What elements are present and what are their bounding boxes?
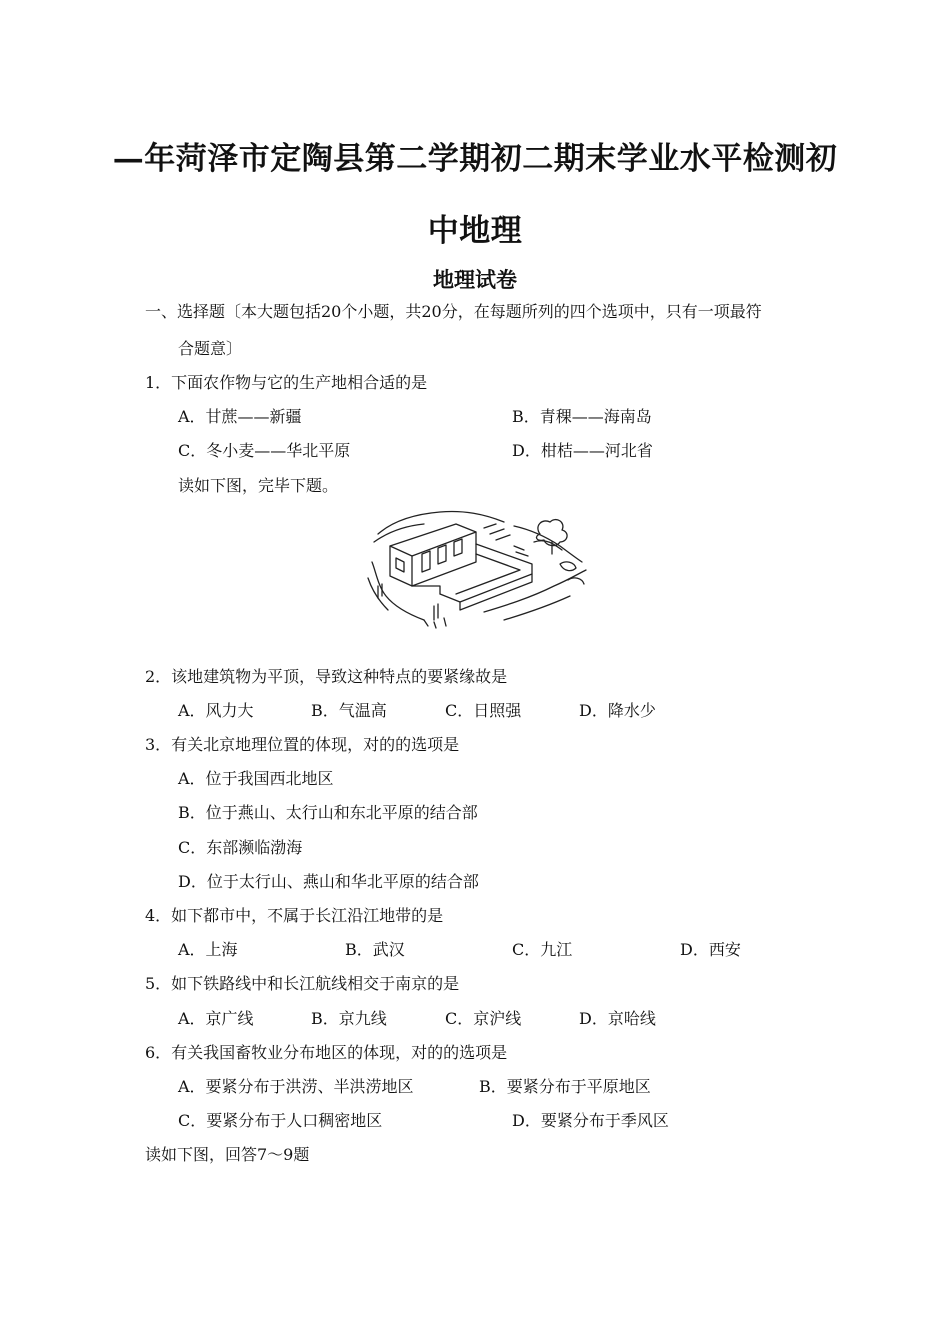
question-6-stem: 6．有关我国畜牧业分布地区的体现，对的的选项是 [145,1043,508,1062]
question-2-option-c: C．日照强 [445,701,522,720]
question-5-option-b: B．京九线 [311,1009,387,1028]
question-4-option-d: D．西安 [680,940,741,959]
question-3-stem: 3．有关北京地理位置的体现，对的的选项是 [145,735,460,754]
question-6-option-b: B．要紧分布于平原地区 [479,1077,651,1096]
question-6-option-c: C．要紧分布于人口稠密地区 [178,1111,383,1130]
question-2-stem: 2．该地建筑物为平顶，导致这种特点的要紧缘故是 [145,667,508,686]
question-1-option-d: D．柑桔——河北省 [512,441,653,460]
question-1-option-b: B．青稞——海南岛 [512,407,652,426]
question-2-option-a: A．风力大 [178,701,254,720]
section-heading: 一、选择题〔本大题包括20个小题，共20分，在每题所列的四个选项中，只有一项最符 [145,302,762,321]
question-1-option-c: C．冬小麦——华北平原 [178,441,351,460]
question-5-option-c: C．京沪线 [445,1009,522,1028]
flat-roof-building-sketch-icon [364,502,590,632]
question-6-option-a: A．要紧分布于洪涝、半洪涝地区 [178,1077,414,1096]
question-4-option-b: B．武汉 [345,940,405,959]
question-3-option-b: B．位于燕山、太行山和东北平原的结合部 [178,803,478,822]
exam-subtitle: 地理试卷 [433,267,517,292]
question-4-option-c: C．九江 [512,940,573,959]
question-1-stem: 1．下面农作物与它的生产地相合适的是 [145,373,428,392]
question-2-option-b: B．气温高 [311,701,387,720]
question-3-option-c: C．东部濒临渤海 [178,838,303,857]
question-4-option-a: A．上海 [178,940,238,959]
question-4-stem: 4．如下都市中，不属于长江沿江地带的是 [145,906,444,925]
question-2-option-d: D．降水少 [579,701,656,720]
question-1-option-a: A．甘蔗——新疆 [178,407,302,426]
question-5-option-d: D．京哈线 [579,1009,656,1028]
question-5-stem: 5．如下铁路线中和长江航线相交于南京的是 [145,974,460,993]
figure-intro: 读如下图，完毕下题。 [178,476,339,495]
question-5-option-a: A．京广线 [178,1009,254,1028]
question-3-option-a: A．位于我国西北地区 [178,769,334,788]
page-title-line-1: —年菏泽市定陶县第二学期初二期末学业水平检测初 [112,141,838,177]
question-6-option-d: D．要紧分布于季风区 [512,1111,669,1130]
section-heading-continued: 合题意〕 [178,339,243,358]
question-3-option-d: D．位于太行山、燕山和华北平原的结合部 [178,872,479,891]
figure-intro-q7-9: 读如下图，回答7～9题 [145,1145,310,1164]
page-title-line-2: 中地理 [427,213,523,249]
